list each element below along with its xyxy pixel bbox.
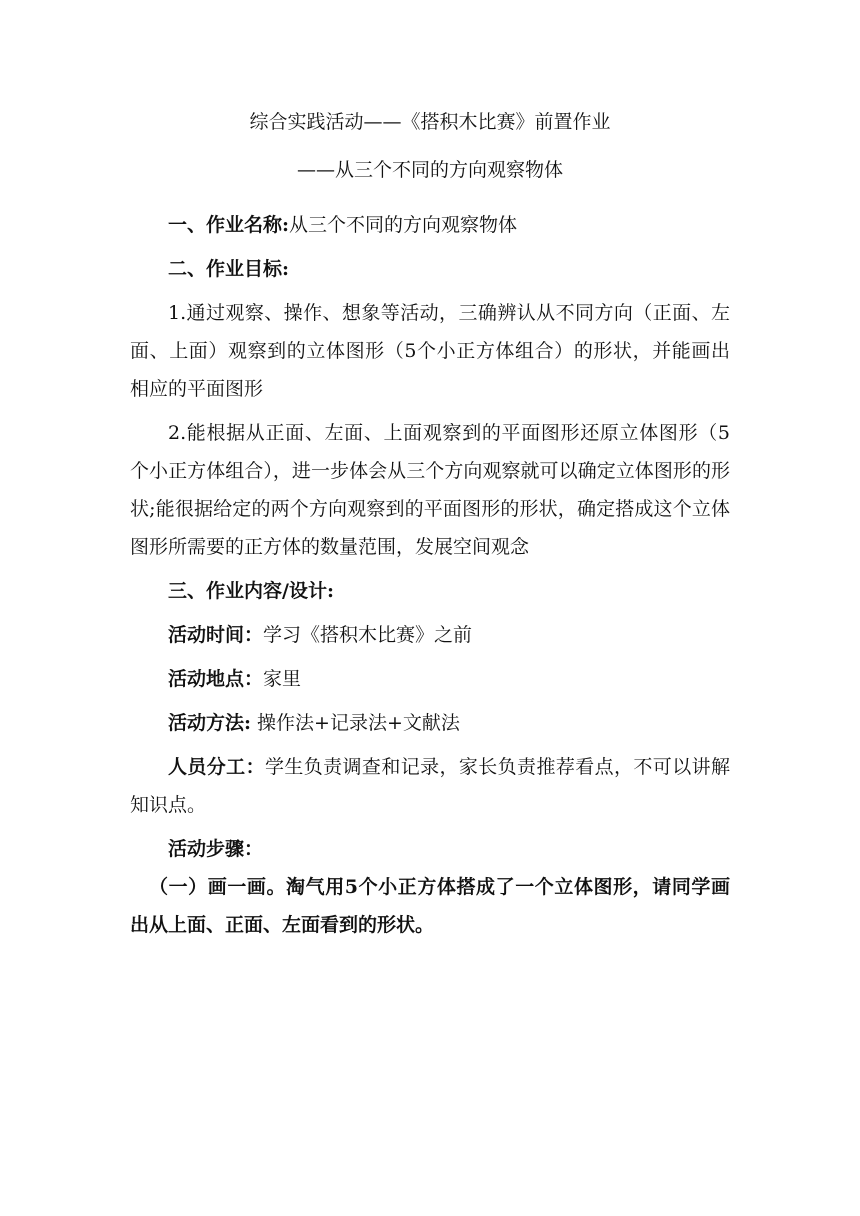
- section-heading: 二、作业目标:: [168, 258, 290, 280]
- activity-steps-label: 活动步骤：: [168, 838, 264, 860]
- document-title: 综合实践活动——《搭积木比赛》前置作业: [249, 111, 611, 133]
- activity-step-1: （一）画一画。淘气用5个小正方体搭成了一个立体图形，请同学画出从上面、正面、左面看到的形状。: [130, 876, 730, 936]
- document-page: [130, 108, 730, 944]
- goal-paragraph-1: 1.通过观察、操作、想象等活动，三确辨认从不同方向（正面、左面、上面）观察到的立体图形（5个小正方体组合）的形状，并能画出相应的平面图形: [130, 302, 730, 400]
- activity-method: [130, 704, 730, 742]
- activity-time-value: 学习《搭积木比赛》之前: [263, 624, 473, 646]
- activity-roles-value: 学生负责调查和记录，家长负责推荐看点，不可以讲解知识点。: [130, 756, 730, 816]
- activity-place-label: 活动地点：: [168, 668, 264, 690]
- document-subtitle: ——从三个不同的方向观察物体: [296, 159, 563, 181]
- section-text: 从三个不同的方向观察物体: [289, 214, 518, 236]
- activity-method-label: 活动方法:: [168, 712, 252, 734]
- section-heading: 一、作业名称:: [168, 214, 290, 236]
- activity-place-value: 家里: [263, 668, 302, 690]
- goal-paragraph-2: 2.能根据从正面、左面、上面观察到的平面图形还原立体图形（5个小正方体组合），进一步体会从三个方向观察就可以确定立体图形的形状;能很据给定的两个方向观察到的平面图形的形状，确定搭成这个立体图形所需要的正方体的数量范围，发展空间观念: [130, 422, 730, 558]
- activity-time-label: 活动时间：: [168, 624, 264, 646]
- activity-place: [130, 660, 730, 698]
- activity-steps-heading: [130, 830, 730, 868]
- activity-method-value: 操作法+记录法+文献法: [251, 712, 460, 734]
- section-homework-name: [130, 206, 730, 244]
- section-heading: 三、作业内容/设计:: [168, 580, 334, 602]
- activity-roles: [130, 748, 730, 824]
- section-homework-content: [130, 572, 730, 610]
- activity-roles-label: 人员分工：: [168, 756, 265, 778]
- activity-time: [130, 616, 730, 654]
- section-homework-goals: [130, 250, 730, 288]
